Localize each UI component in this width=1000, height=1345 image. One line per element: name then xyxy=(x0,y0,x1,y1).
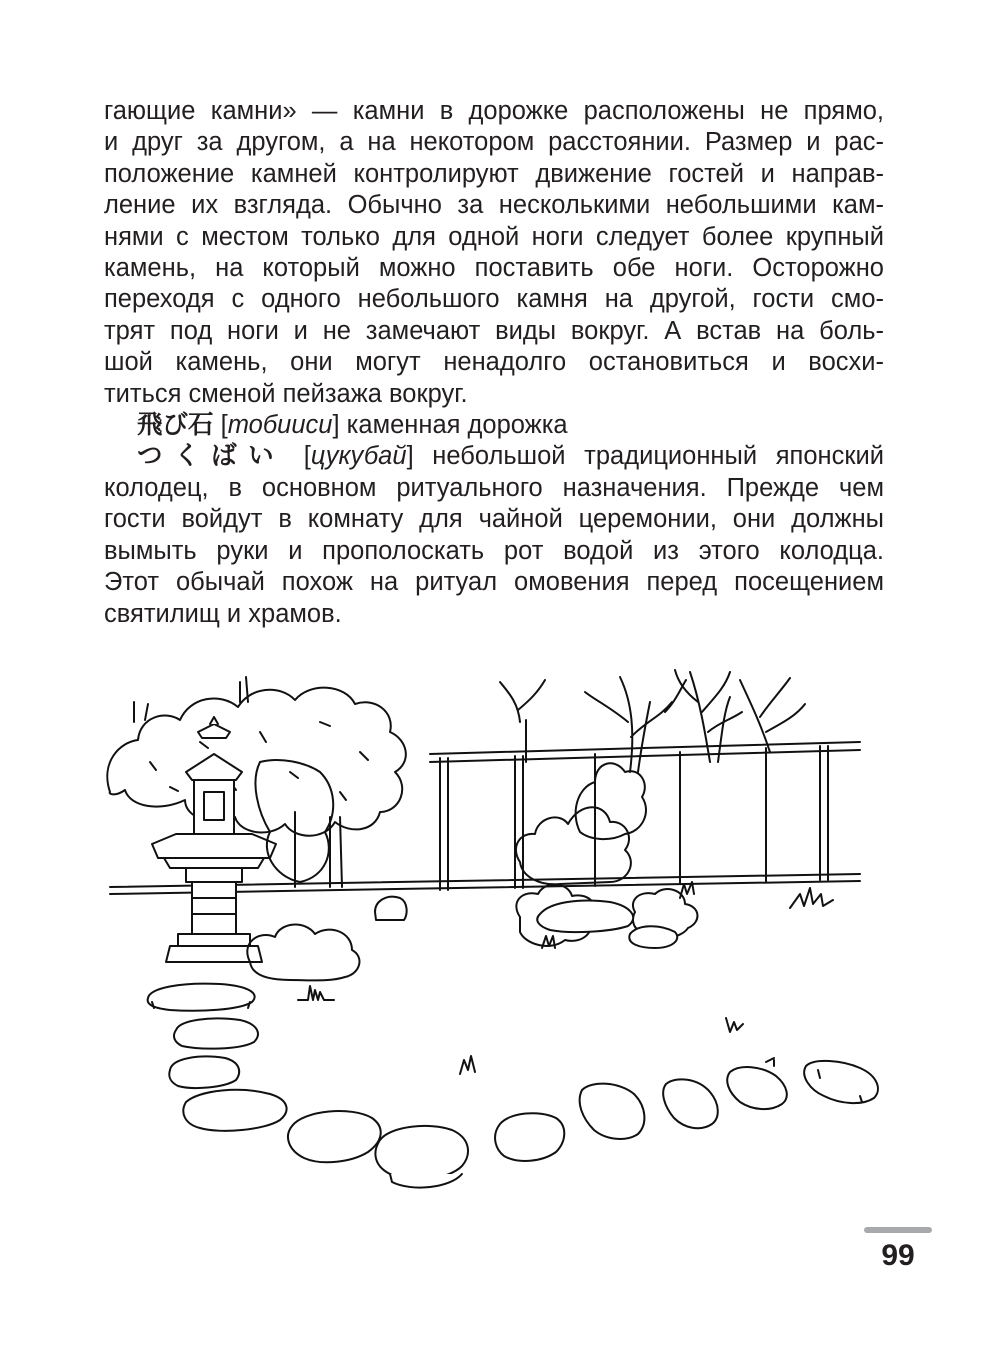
stone-lantern xyxy=(152,717,276,962)
bracket-close: ] xyxy=(406,442,414,471)
page-number: 99 xyxy=(881,1239,915,1272)
entry-term: 飛び石 xyxy=(137,411,214,440)
glossary-entry-tobiishi xyxy=(104,410,884,441)
stepping-stones-path xyxy=(148,984,878,1188)
entry-definition: каменная дорожка xyxy=(346,411,568,440)
bracket-open: [ xyxy=(303,442,311,471)
paragraph-line: шой камень, они могут ненадолго остановиться и восхи- xyxy=(104,348,884,377)
paragraph-line: камень, на который можно поставить обе ноги. Осторожно xyxy=(104,254,884,283)
paragraph-line: титься сменой пейзажа вокруг. xyxy=(104,379,468,408)
paragraph-line: ление их взгляда. Обычно за несколькими небольшими кам- xyxy=(104,191,884,220)
garden-shrubs xyxy=(247,760,697,980)
entry-definition: небольшой традиционный японский xyxy=(432,442,884,471)
glossary-entry-tsukubai xyxy=(104,441,884,472)
entry-definition-line: вымыть руки и прополоскать рот водой из этого колодца. xyxy=(104,536,884,565)
entry-reading: цукубай xyxy=(310,442,407,471)
entry-definition-line: гости войдут в комнату для чайной церемонии, они должны xyxy=(104,505,884,534)
entry-definition-line: святилищ и храмов. xyxy=(104,599,342,628)
entry-definition-line: колодец, в основном ритуального назначения. Прежде чем xyxy=(104,473,884,502)
bracket-close: ] xyxy=(332,411,340,440)
paragraph-line: нями с местом только для одной ноги следует более крупный xyxy=(104,222,884,251)
paragraph-line: трят под ноги и не замечают виды вокруг. А встав на боль- xyxy=(104,316,884,345)
japanese-garden-illustration xyxy=(90,662,920,1202)
paragraph-line: гающие камни» — камни в дорожке расположены не прямо, xyxy=(104,97,884,125)
page-number-rule xyxy=(864,1227,932,1233)
entry-definition-line: Этот обычай похож на ритуал омовения перед посещением xyxy=(104,568,884,597)
paragraph-line: переходя с одного небольшого камня на другой, гости смо- xyxy=(104,285,884,314)
paragraph-line: положение камней контролируют движение гостей и направ- xyxy=(104,159,884,188)
entry-reading: тобииси xyxy=(227,411,333,440)
paragraph-line: и друг за другом, а на некотором расстоянии. Размер и рас- xyxy=(104,128,884,157)
main-text xyxy=(104,96,884,630)
bracket-open: [ xyxy=(220,411,228,440)
entry-term: つくばい xyxy=(137,442,286,471)
